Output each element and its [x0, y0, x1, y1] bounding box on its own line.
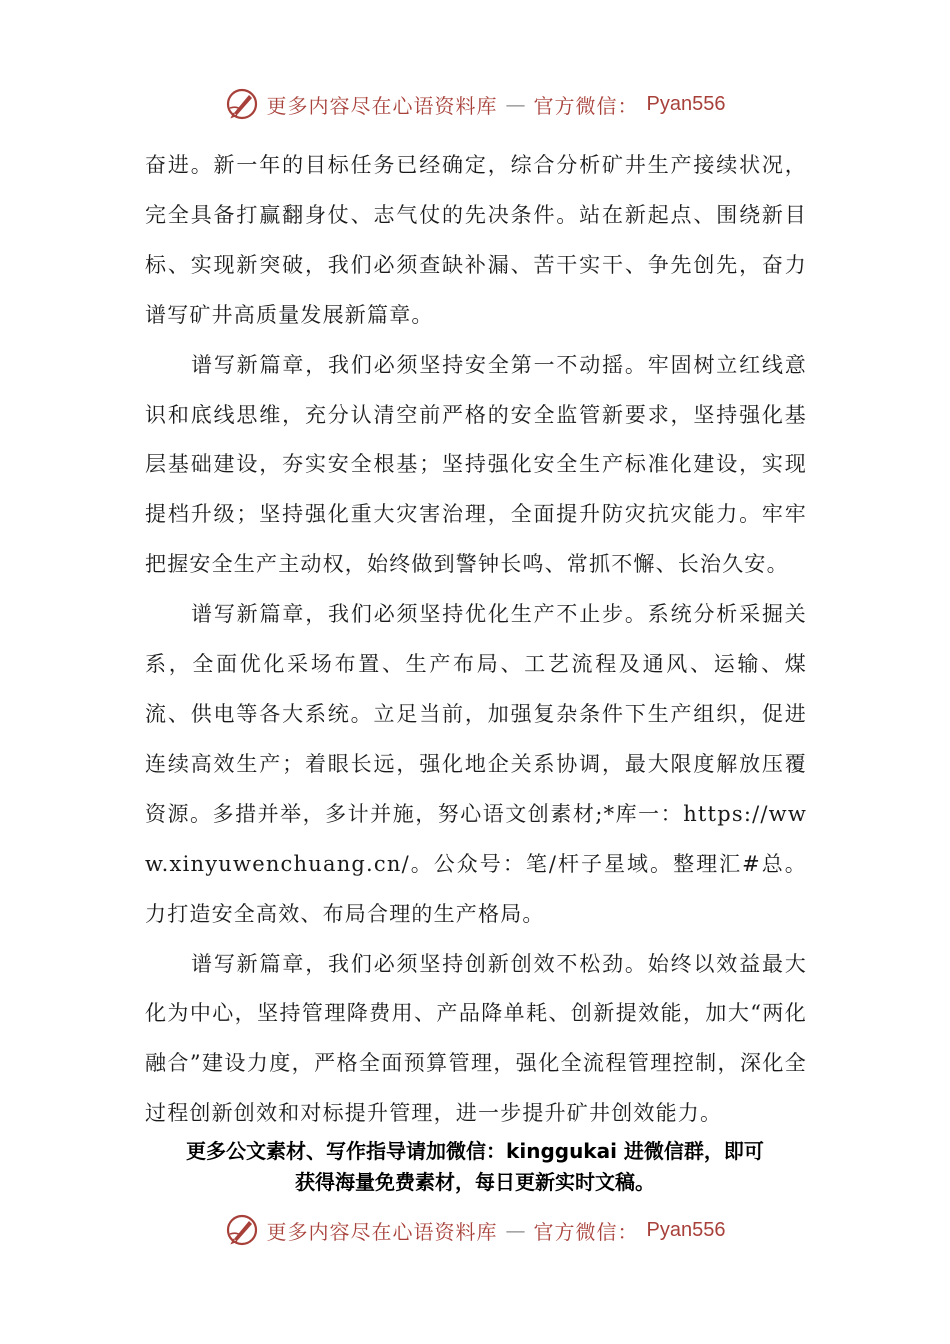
- document-body: [145, 141, 807, 1139]
- promo-notice: [0, 1136, 950, 1198]
- promo-line-1: 更多公文素材、写作指导请加微信：kinggukai 进微信群，即可: [186, 1139, 764, 1163]
- watermark-brand-text: 更多内容尽在心语资料库: [266, 1219, 498, 1244]
- quill-pen-logo-icon: [225, 1213, 259, 1247]
- watermark-contact-id: Pyan556: [646, 92, 726, 115]
- paragraph-production: 谱写新篇章，我们必须坚持优化生产不止步。系统分析采掘关系，全面优化采场布置、生产布局、工艺流程及通风、运输、煤流、供电等各大系统。立足当前，加强复杂条件下生产组织，促进连续高效生产；着眼长远，强化地企关系协调，最大限度解放压覆资源。多措并举，多计并施，努心语文创素材;*库一：https://www.xinyuwenchuang.cn/。公众号：笔/杆子星域。整理汇#总。力打造安全高效、布局合理的生产格局。: [145, 602, 807, 926]
- promo-line-2: 获得海量免费素材，每日更新实时文稿。: [295, 1170, 655, 1194]
- paragraph-continuation: 奋进。新一年的目标任务已经确定，综合分析矿井生产接续状况，完全具备打赢翻身仗、志气仗的先决条件。站在新起点、围绕新目标、实现新突破，我们必须查缺补漏、苦干实干、争先创先，奋力谱写矿井高质量发展新篇章。: [145, 153, 807, 327]
- paragraph-safety: 谱写新篇章，我们必须坚持安全第一不动摇。牢固树立红线意识和底线思维，充分认清空前严格的安全监管新要求，坚持强化基层基础建设，夯实安全根基；坚持强化安全生产标准化建设，实现提档升级；坚持强化重大灾害治理，全面提升防灾抗灾能力。牢牢把握安全生产主动权，始终做到警钟长鸣、常抓不懈、长治久安。: [145, 352, 807, 577]
- paragraph-innovation: 谱写新篇章，我们必须坚持创新创效不松劲。始终以效益最大化为中心，坚持管理降费用、产品降单耗、创新提效能，加大“两化融合”建设力度，严格全面预算管理，强化全流程管理控制，深化全过程创新创效和对标提升管理，进一步提升矿井创效能力。: [145, 951, 807, 1126]
- quill-pen-logo-icon: [225, 87, 259, 121]
- watermark-contact-id: Pyan556: [646, 1218, 726, 1241]
- header-watermark: [0, 82, 950, 126]
- watermark-separator: —: [505, 92, 526, 116]
- watermark-separator: —: [505, 1218, 526, 1242]
- watermark-contact-label: 官方微信：: [533, 93, 639, 118]
- footer-watermark: [0, 1208, 950, 1252]
- watermark-brand-text: 更多内容尽在心语资料库: [266, 93, 498, 118]
- watermark-contact-label: 官方微信：: [533, 1219, 639, 1244]
